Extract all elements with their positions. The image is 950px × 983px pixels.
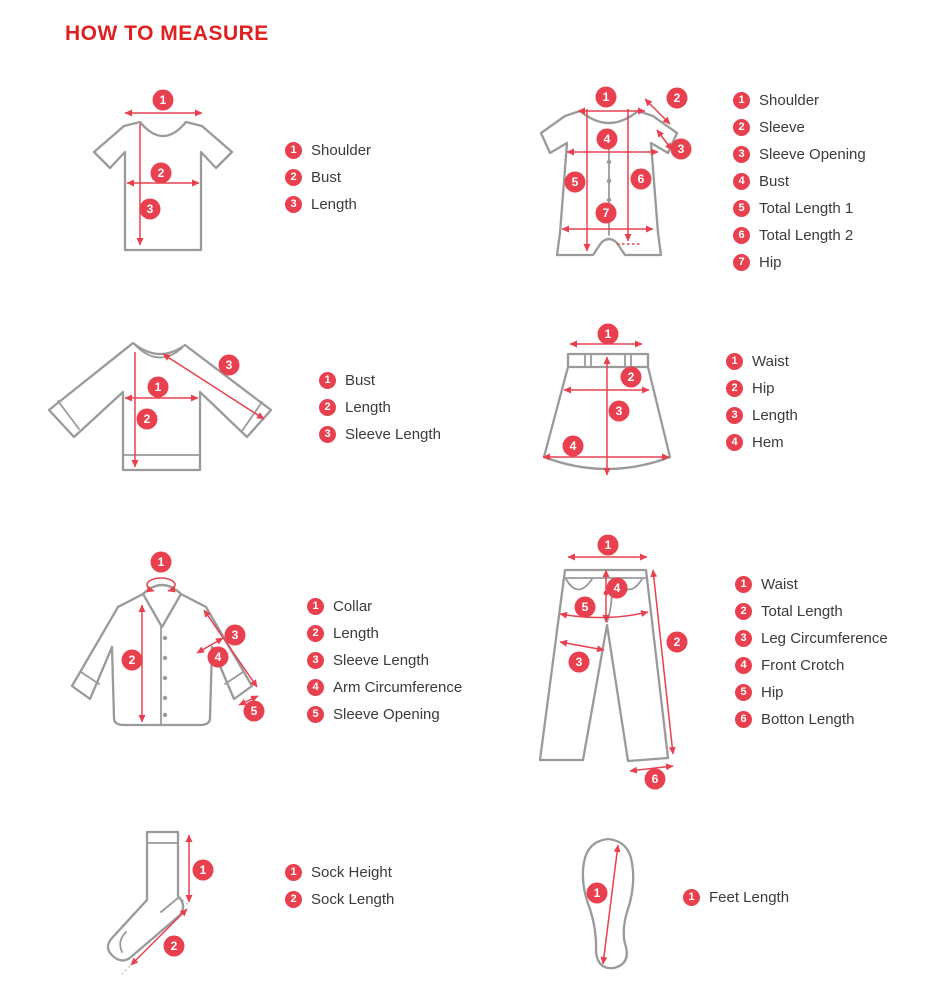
pants-outline <box>540 570 668 761</box>
legend-item <box>319 367 441 394</box>
legend-item <box>733 222 866 249</box>
svg-text:2: 2 <box>627 370 635 385</box>
sock-heel-line <box>161 898 178 912</box>
marker-badge-7 <box>596 203 617 224</box>
svg-text:7: 7 <box>602 206 610 221</box>
legend-badge: 3 <box>735 630 752 647</box>
button <box>163 713 167 717</box>
legend-badge: 1 <box>726 353 743 370</box>
legend-badge: 5 <box>733 200 750 217</box>
legend-label: Shoulder <box>759 92 820 109</box>
legend-badge: 1 <box>285 864 302 881</box>
marker-badge-4 <box>208 647 229 668</box>
legend-badge: 7 <box>733 254 750 271</box>
sweater-diagram <box>35 330 290 495</box>
legend-badge: 1 <box>307 598 324 615</box>
svg-text:1: 1 <box>604 538 612 553</box>
legend-badge: 2 <box>319 399 336 416</box>
pants-legend <box>735 571 888 733</box>
marker-badge-3 <box>225 625 246 646</box>
svg-text:3: 3 <box>231 628 239 643</box>
svg-text:4: 4 <box>214 650 222 665</box>
legend-badge: 6 <box>733 227 750 244</box>
legend-label: Waist <box>752 353 789 370</box>
button <box>163 676 167 680</box>
legend-item <box>726 348 798 375</box>
svg-text:6: 6 <box>637 172 645 187</box>
svg-text:1: 1 <box>593 886 601 901</box>
legend-label: Feet Length <box>709 889 790 906</box>
legend-label: Hip <box>759 254 782 271</box>
legend-badge: 1 <box>733 92 750 109</box>
tshirt-diagram <box>80 88 250 258</box>
marker-badge-1 <box>587 883 608 904</box>
svg-text:5: 5 <box>571 175 579 190</box>
skirt-legend <box>726 348 798 456</box>
tshirt-legend <box>285 137 371 218</box>
marker-badge-1 <box>598 535 619 556</box>
marker-badge-2 <box>667 632 688 653</box>
shirt-collar-wings <box>143 594 181 627</box>
leg-circumference-arrow <box>560 642 604 650</box>
sweater-legend <box>319 367 441 448</box>
marker-badge-2 <box>621 367 642 388</box>
legend-label: Sleeve Length <box>333 652 429 669</box>
svg-text:2: 2 <box>128 653 136 668</box>
legend-label: Sleeve Length <box>345 426 441 443</box>
sock-legend <box>285 859 394 913</box>
legend-item <box>285 164 371 191</box>
foot-sole-outline <box>583 839 633 968</box>
legend-badge: 3 <box>319 426 336 443</box>
svg-text:1: 1 <box>154 380 162 395</box>
legend-item <box>319 394 441 421</box>
legend-label: Length <box>752 407 798 424</box>
skirt-waistband <box>568 354 648 367</box>
legend-badge: 4 <box>735 657 752 674</box>
marker-badge-6 <box>631 169 652 190</box>
marker-badge-3 <box>671 139 692 160</box>
legend-label: Total Length 1 <box>759 200 854 217</box>
marker-badge-5 <box>565 172 586 193</box>
legend-item <box>319 421 441 448</box>
legend-badge: 4 <box>307 679 324 696</box>
button <box>163 656 167 660</box>
legend-item <box>733 195 866 222</box>
legend-badge: 2 <box>285 169 302 186</box>
legend-badge: 2 <box>733 119 750 136</box>
marker-badge-4 <box>607 578 628 599</box>
marker-badge-2 <box>164 936 185 957</box>
svg-text:1: 1 <box>604 327 612 342</box>
marker-badge-1 <box>148 377 169 398</box>
legend-label: Total Length 2 <box>759 227 854 244</box>
legend-item <box>307 674 462 701</box>
legend-item <box>733 141 866 168</box>
legend-badge: 1 <box>285 142 302 159</box>
tshirt-outline <box>94 122 232 250</box>
legend-item <box>285 137 371 164</box>
legend-label: Sleeve <box>759 119 805 136</box>
legend-badge: 4 <box>733 173 750 190</box>
svg-text:3: 3 <box>615 404 623 419</box>
button <box>607 179 611 183</box>
legend-label: Leg Circumference <box>761 630 888 647</box>
legend-badge: 1 <box>735 576 752 593</box>
hip-arrow <box>560 612 648 618</box>
legend-badge: 6 <box>735 711 752 728</box>
legend-item <box>735 625 888 652</box>
legend-badge: 2 <box>726 380 743 397</box>
legend-badge: 3 <box>285 196 302 213</box>
svg-text:5: 5 <box>581 600 589 615</box>
romper-diagram <box>535 85 700 270</box>
svg-text:3: 3 <box>677 142 685 157</box>
marker-badge-6 <box>645 769 666 790</box>
svg-text:4: 4 <box>613 581 621 596</box>
legend-item <box>307 647 462 674</box>
marker-badge-5 <box>244 701 265 722</box>
legend-label: Hip <box>761 684 784 701</box>
marker-badge-5 <box>575 597 596 618</box>
legend-badge: 2 <box>735 603 752 620</box>
legend-item <box>285 859 394 886</box>
legend-label: Shoulder <box>311 142 372 159</box>
legend-label: Botton Length <box>761 711 855 728</box>
page-title: HOW TO MEASURE <box>65 22 269 45</box>
romper-legend <box>733 87 866 276</box>
legend-badge: 3 <box>733 146 750 163</box>
legend-item <box>735 652 888 679</box>
legend-item <box>307 620 462 647</box>
svg-text:1: 1 <box>602 90 610 105</box>
svg-text:4: 4 <box>603 132 611 147</box>
sock-diagram <box>95 818 240 978</box>
legend-label: Waist <box>761 576 798 593</box>
svg-text:6: 6 <box>651 772 659 787</box>
feet-length-arrow <box>603 845 618 964</box>
shirt-left-cuff <box>81 672 99 684</box>
legend-label: Sock Length <box>311 891 395 908</box>
legend-badge: 5 <box>307 706 324 723</box>
legend-label: Sleeve Opening <box>333 706 440 723</box>
legend-label: Arm Circumference <box>333 679 463 696</box>
legend-label: Bust <box>311 169 342 186</box>
marker-badge-1 <box>598 324 619 345</box>
legend-item <box>285 886 394 913</box>
legend-item <box>726 375 798 402</box>
button <box>163 696 167 700</box>
legend-badge: 2 <box>285 891 302 908</box>
legend-item <box>735 598 888 625</box>
legend-label: Length <box>311 196 357 213</box>
svg-text:5: 5 <box>250 704 258 719</box>
button <box>163 636 167 640</box>
svg-text:2: 2 <box>143 412 151 427</box>
marker-badge-1 <box>596 87 617 108</box>
shirt-shoulders <box>118 594 206 607</box>
legend-item <box>307 593 462 620</box>
svg-text:2: 2 <box>673 91 681 106</box>
marker-badge-2 <box>137 409 158 430</box>
legend-item <box>735 679 888 706</box>
legend-label: Collar <box>333 598 373 615</box>
legend-label: Hip <box>752 380 775 397</box>
marker-badge-1 <box>193 860 214 881</box>
legend-item <box>285 191 371 218</box>
svg-text:1: 1 <box>159 93 167 108</box>
marker-badge-2 <box>667 88 688 109</box>
svg-text:4: 4 <box>569 439 577 454</box>
legend-label: Total Length <box>761 603 843 620</box>
svg-text:2: 2 <box>157 166 165 181</box>
marker-badge-1 <box>151 552 172 573</box>
pants-diagram <box>520 530 715 795</box>
marker-badge-4 <box>597 129 618 150</box>
sleeve-length-arrow <box>163 354 264 419</box>
shirt-right-cuff <box>225 672 243 684</box>
marker-badge-2 <box>151 163 172 184</box>
legend-label: Bust <box>759 173 790 190</box>
legend-item <box>733 87 866 114</box>
legend-badge: 3 <box>726 407 743 424</box>
legend-item <box>733 168 866 195</box>
pants-left-pocket <box>566 579 592 590</box>
legend-label: Length <box>345 399 391 416</box>
legend-item <box>735 706 888 733</box>
legend-item <box>307 701 462 728</box>
legend-item <box>733 114 866 141</box>
foot-legend <box>683 884 789 911</box>
legend-label: Bust <box>345 372 376 389</box>
legend-item <box>683 884 789 911</box>
marker-badge-3 <box>219 355 240 376</box>
legend-item <box>733 249 866 276</box>
legend-badge: 1 <box>683 889 700 906</box>
marker-badge-3 <box>140 199 161 220</box>
svg-text:2: 2 <box>673 635 681 650</box>
legend-badge: 5 <box>735 684 752 701</box>
sock-toe-line <box>120 932 126 952</box>
button <box>607 198 611 202</box>
svg-text:2: 2 <box>170 939 178 954</box>
marker-badge-3 <box>569 652 590 673</box>
marker-badge-1 <box>153 90 174 111</box>
skirt-diagram <box>530 320 695 490</box>
svg-text:3: 3 <box>575 655 583 670</box>
shirt-legend <box>307 593 462 728</box>
legend-badge: 1 <box>319 372 336 389</box>
svg-text:1: 1 <box>157 555 165 570</box>
marker-badge-3 <box>609 401 630 422</box>
legend-label: Length <box>333 625 379 642</box>
legend-item <box>726 429 798 456</box>
legend-label: Hem <box>752 434 784 451</box>
svg-text:3: 3 <box>146 202 154 217</box>
legend-item <box>726 402 798 429</box>
svg-text:1: 1 <box>199 863 207 878</box>
legend-badge: 3 <box>307 652 324 669</box>
legend-label: Sleeve Opening <box>759 146 866 163</box>
shirt-diagram <box>55 550 270 755</box>
marker-badge-2 <box>122 650 143 671</box>
legend-label: Front Crotch <box>761 657 845 674</box>
legend-item <box>735 571 888 598</box>
legend-label: Sock Height <box>311 864 392 881</box>
dashed-extension <box>122 966 130 974</box>
foot-diagram <box>570 832 665 977</box>
button <box>607 160 611 164</box>
marker-badge-4 <box>563 436 584 457</box>
legend-badge: 4 <box>726 434 743 451</box>
svg-text:3: 3 <box>225 358 233 373</box>
legend-badge: 2 <box>307 625 324 642</box>
